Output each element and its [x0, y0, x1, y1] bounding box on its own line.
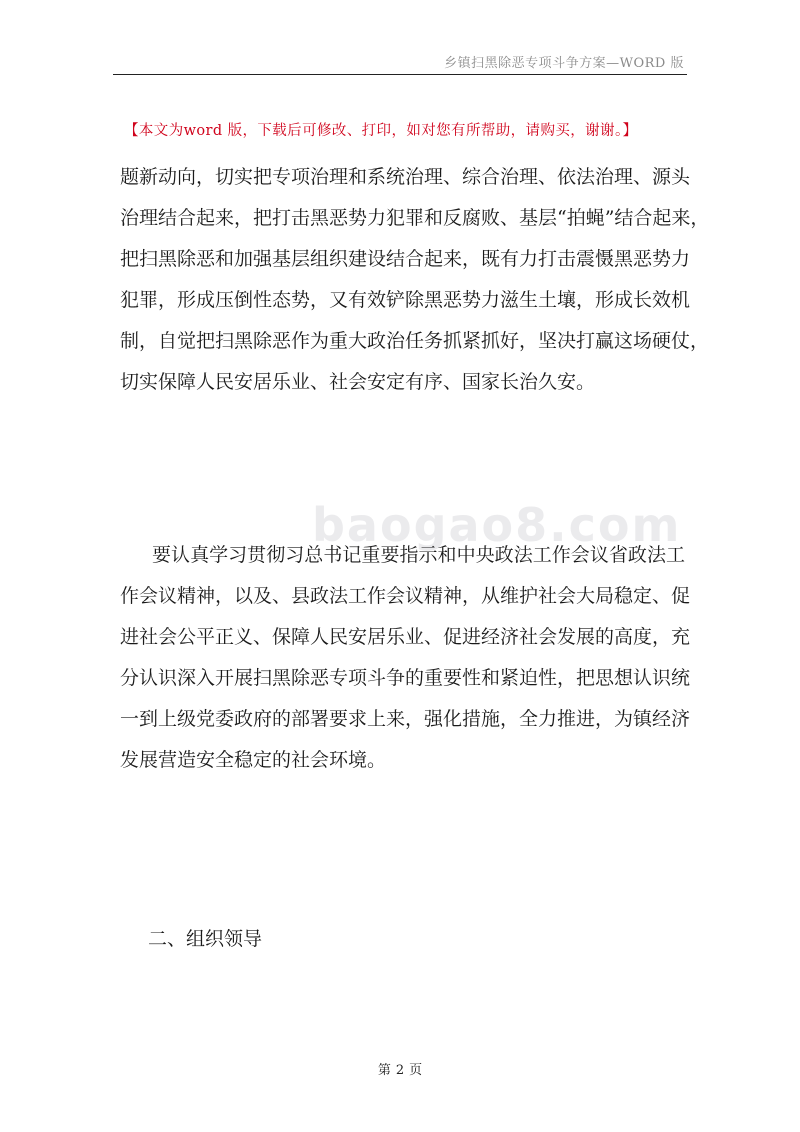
paragraph-line: 把扫黑除恶和加强基层组织建设结合起来，既有力打击震慑黑恶势力: [120, 248, 691, 270]
paragraph-line: 犯罪，形成压倒性态势，又有效铲除黑恶势力滋生土壤，形成长效机: [120, 289, 691, 311]
paragraph-line: 制，自觉把扫黑除恶作为重大政治任务抓紧抓好，坚决打赢这场硬仗，: [120, 330, 710, 352]
document-header-title: 乡镇扫黑除恶专项斗争方案—WORD 版: [444, 56, 684, 71]
body-paragraph-1: [120, 157, 710, 403]
footer-suffix: 页: [409, 1063, 423, 1078]
paragraph-line: 一到上级党委政府的部署要求上来，强化措施，全力推进，为镇经济: [120, 708, 691, 730]
page-footer: [0, 1059, 800, 1078]
paragraph-line: 进社会公平正义、保障人民安居乐业、促进经济社会发展的高度，充: [120, 626, 691, 648]
paragraph-line: 要认真学习贯彻习总书记重要指示和中央政法工作会议省政法工: [152, 544, 685, 566]
watermark: baogao8.com: [312, 498, 682, 552]
paragraph-line: 作会议精神，以及、县政法工作会议精神，从维护社会大局稳定、促: [120, 585, 691, 607]
download-notice: 【本文为word 版，下载后可修改、打印，如对您有所帮助，请购买，谢谢。】: [124, 123, 638, 139]
footer-prefix: 第: [377, 1063, 391, 1078]
paragraph-line: 治理结合起来，把打击黑恶势力犯罪和反腐败、基层“拍蝇”结合起来，: [120, 207, 710, 229]
paragraph-line: 分认识深入开展扫黑除恶专项斗争的重要性和紧迫性，把思想认识统: [120, 667, 691, 689]
paragraph-line: 题新动向，切实把专项治理和系统治理、综合治理、依法治理、源头: [120, 166, 691, 188]
header-divider: [113, 74, 687, 75]
paragraph-line: 发展营造安全稳定的社会环境。: [120, 749, 387, 771]
body-paragraph-2: [120, 535, 691, 781]
page-number: 2: [395, 1063, 405, 1078]
paragraph-line: 切实保障人民安居乐业、社会安定有序、国家长治久安。: [120, 371, 596, 393]
section-heading: 二、组织领导: [148, 928, 263, 950]
